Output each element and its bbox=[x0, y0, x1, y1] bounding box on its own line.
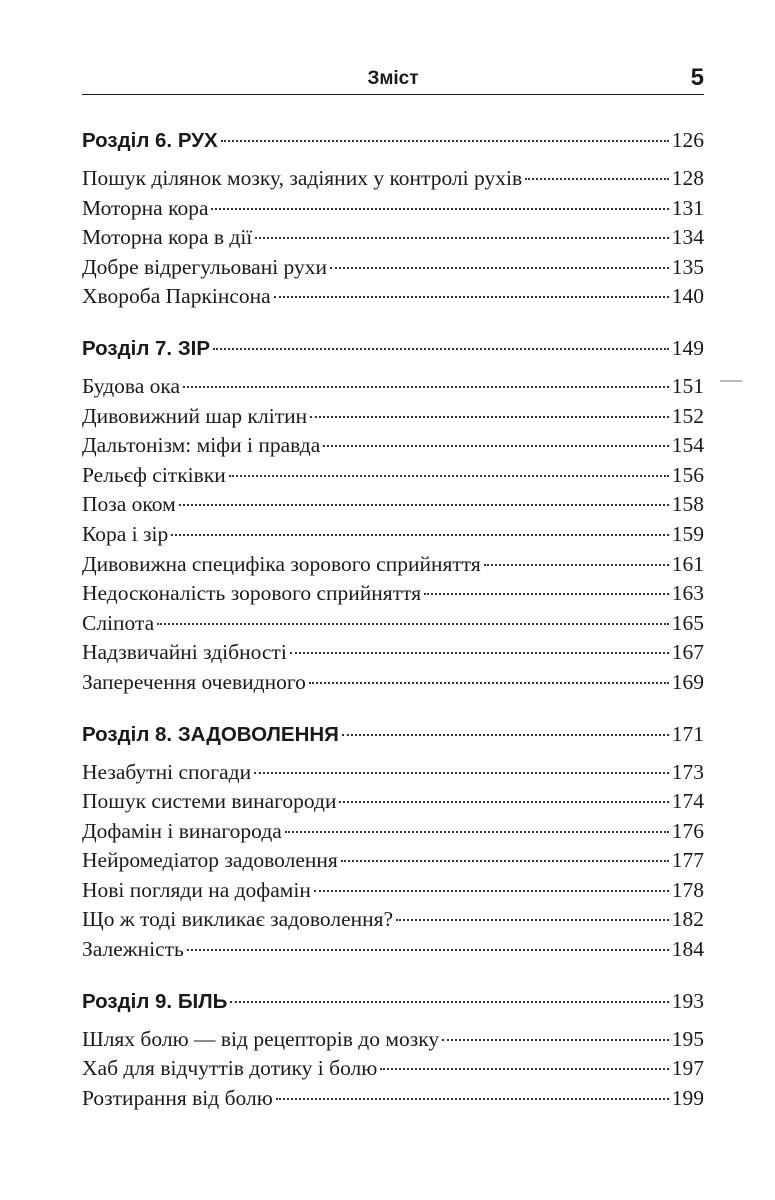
chapter-heading bbox=[82, 123, 704, 158]
toc-entry bbox=[82, 461, 704, 491]
dot-leader bbox=[290, 652, 669, 654]
scan-speck bbox=[720, 380, 742, 382]
chapter-heading-title: Розділ 7. ЗІР bbox=[82, 336, 211, 360]
dot-leader bbox=[274, 296, 669, 298]
dot-leader bbox=[221, 140, 669, 142]
toc-entry-title: Сліпота bbox=[82, 610, 155, 635]
toc-entry-title: Недосконалість зорового сприйняття bbox=[82, 581, 422, 606]
chapter-heading bbox=[82, 984, 704, 1019]
toc-entry-title: Моторна кора bbox=[82, 195, 209, 220]
toc-entry-title: Шлях болю — від рецепторів до мозку bbox=[82, 1026, 440, 1051]
toc-entry-title: Будова ока bbox=[82, 373, 181, 398]
toc-entry bbox=[82, 431, 704, 461]
dot-leader bbox=[442, 1039, 669, 1041]
dot-leader bbox=[342, 734, 669, 736]
toc-entry bbox=[82, 1084, 704, 1114]
toc-entry bbox=[82, 787, 704, 817]
toc-entry bbox=[82, 282, 704, 312]
toc-entry-title: Нові погляди на дофамін bbox=[82, 877, 311, 902]
toc-entry bbox=[82, 817, 704, 847]
dot-leader bbox=[276, 1098, 669, 1100]
chapter-section bbox=[82, 123, 704, 312]
dot-leader bbox=[187, 949, 669, 951]
dot-leader bbox=[323, 445, 669, 447]
toc-entry bbox=[82, 638, 704, 668]
toc-entry-title: Поза оком bbox=[82, 492, 176, 517]
dot-leader bbox=[484, 564, 669, 566]
toc-entry-page: 195 bbox=[671, 1026, 704, 1051]
toc-entry-page: 156 bbox=[671, 462, 704, 487]
toc-entry bbox=[82, 935, 704, 965]
dot-leader bbox=[339, 801, 668, 803]
toc-entry-page: 199 bbox=[671, 1085, 704, 1110]
page-header bbox=[82, 62, 704, 95]
toc-entry-title: Заперечення очевидного bbox=[82, 669, 306, 694]
toc-entry bbox=[82, 164, 704, 194]
toc-entry-title: Незабутні спогади bbox=[82, 759, 252, 784]
toc-entry-title: Хвороба Паркінсона bbox=[82, 284, 271, 309]
dot-leader bbox=[396, 919, 669, 921]
dot-leader bbox=[230, 1001, 668, 1003]
toc-entry-title: Хаб для відчуттів дотику і болю bbox=[82, 1056, 378, 1081]
chapter-heading-title: Розділ 8. ЗАДОВОЛЕННЯ bbox=[82, 722, 339, 746]
toc-entry bbox=[82, 579, 704, 609]
toc-entry-page: 161 bbox=[671, 551, 704, 576]
toc-entry bbox=[82, 609, 704, 639]
toc-entry-title: Моторна кора в дії bbox=[82, 225, 253, 250]
toc-entry bbox=[82, 1054, 704, 1084]
toc-entry-page: 128 bbox=[671, 166, 704, 190]
toc-entry-title: Пошук системи винагороди bbox=[82, 789, 337, 814]
toc-entry-title: Рельєф сітківки bbox=[82, 462, 226, 487]
toc-entry-title: Кора і зір bbox=[82, 521, 169, 546]
chapter-section bbox=[82, 331, 704, 698]
table-of-contents bbox=[82, 123, 704, 1132]
toc-entry-page: 163 bbox=[671, 581, 704, 606]
toc-entry bbox=[82, 550, 704, 580]
dot-leader bbox=[310, 416, 669, 418]
chapter-heading bbox=[82, 331, 704, 366]
toc-entry-title: Пошук ділянок мозку, задіяних у контролі рухів bbox=[82, 166, 523, 190]
toc-entry-page: 197 bbox=[671, 1056, 704, 1081]
toc-entry-title: Дофамін і винагорода bbox=[82, 818, 282, 843]
toc-entry bbox=[82, 402, 704, 432]
chapter-section bbox=[82, 717, 704, 965]
toc-entry-title: Дальтонізм: міфи і правда bbox=[82, 433, 321, 458]
chapter-heading-page: 149 bbox=[671, 335, 704, 360]
dot-leader bbox=[157, 623, 669, 625]
toc-entry-title: Залежність bbox=[82, 937, 184, 962]
dot-leader bbox=[211, 208, 668, 210]
chapter-heading-title: Розділ 9. БІЛЬ bbox=[82, 989, 228, 1013]
toc-entry bbox=[82, 372, 704, 402]
toc-entry-title: Добре відрегульовані рухи bbox=[82, 254, 328, 279]
dot-leader bbox=[525, 178, 669, 180]
dot-leader bbox=[341, 860, 669, 862]
chapter-section bbox=[82, 984, 704, 1114]
dot-leader bbox=[179, 504, 669, 506]
dot-leader bbox=[183, 386, 669, 388]
toc-entry bbox=[82, 253, 704, 283]
toc-entry bbox=[82, 520, 704, 550]
toc-entry-page: 167 bbox=[671, 640, 704, 665]
chapter-heading bbox=[82, 717, 704, 752]
toc-entry-page: 135 bbox=[671, 254, 704, 279]
toc-entry bbox=[82, 1025, 704, 1055]
toc-entry-page: 178 bbox=[671, 877, 704, 902]
chapter-heading-page: 126 bbox=[671, 128, 704, 152]
toc-entry bbox=[82, 876, 704, 906]
toc-entry-page: 174 bbox=[671, 789, 704, 814]
toc-entry bbox=[82, 846, 704, 876]
toc-entry-page: 131 bbox=[671, 195, 704, 220]
toc-entry-page: 151 bbox=[671, 373, 704, 398]
dot-leader bbox=[171, 534, 668, 536]
toc-entry-page: 182 bbox=[671, 907, 704, 932]
chapter-heading-page: 193 bbox=[671, 988, 704, 1013]
toc-entry-title: Дивовижний шар клітин bbox=[82, 403, 308, 428]
toc-entry-title: Що ж тоді викликає задоволення? bbox=[82, 907, 394, 932]
toc-entry-page: 140 bbox=[671, 284, 704, 309]
dot-leader bbox=[314, 890, 669, 892]
dot-leader bbox=[424, 593, 669, 595]
toc-entry-page: 169 bbox=[671, 669, 704, 694]
toc-entry-page: 158 bbox=[671, 492, 704, 517]
toc-entry-page: 177 bbox=[671, 848, 704, 873]
dot-leader bbox=[254, 772, 669, 774]
toc-entry-title: Дивовижна специфіка зорового сприйняття bbox=[82, 551, 481, 576]
dot-leader bbox=[213, 348, 669, 350]
toc-entry bbox=[82, 668, 704, 698]
toc-entry-title: Нейромедіатор задоволення bbox=[82, 848, 338, 873]
running-title: Зміст bbox=[367, 68, 419, 89]
toc-entry bbox=[82, 223, 704, 253]
toc-entry-title: Надзвичайні здібності bbox=[82, 640, 287, 665]
toc-entry-page: 154 bbox=[671, 433, 704, 458]
toc-entry bbox=[82, 194, 704, 224]
toc-entry bbox=[82, 490, 704, 520]
dot-leader bbox=[229, 475, 669, 477]
dot-leader bbox=[285, 831, 669, 833]
dot-leader bbox=[330, 267, 669, 269]
toc-entry-page: 176 bbox=[671, 818, 704, 843]
toc-entry bbox=[82, 905, 704, 935]
toc-entry bbox=[82, 758, 704, 788]
toc-entry-page: 134 bbox=[671, 225, 704, 250]
toc-entry-page: 173 bbox=[671, 759, 704, 784]
chapter-heading-title: Розділ 6. РУХ bbox=[82, 129, 218, 152]
toc-entry-page: 165 bbox=[671, 610, 704, 635]
dot-leader bbox=[255, 237, 668, 239]
chapter-heading-page: 171 bbox=[671, 721, 704, 746]
dot-leader bbox=[309, 682, 669, 684]
toc-entry-page: 184 bbox=[671, 937, 704, 962]
toc-entry-title: Розтирання від болю bbox=[82, 1085, 273, 1110]
page-number: 5 bbox=[690, 64, 704, 91]
toc-entry-page: 152 bbox=[671, 403, 704, 428]
toc-entry-page: 159 bbox=[671, 521, 704, 546]
dot-leader bbox=[380, 1068, 668, 1070]
